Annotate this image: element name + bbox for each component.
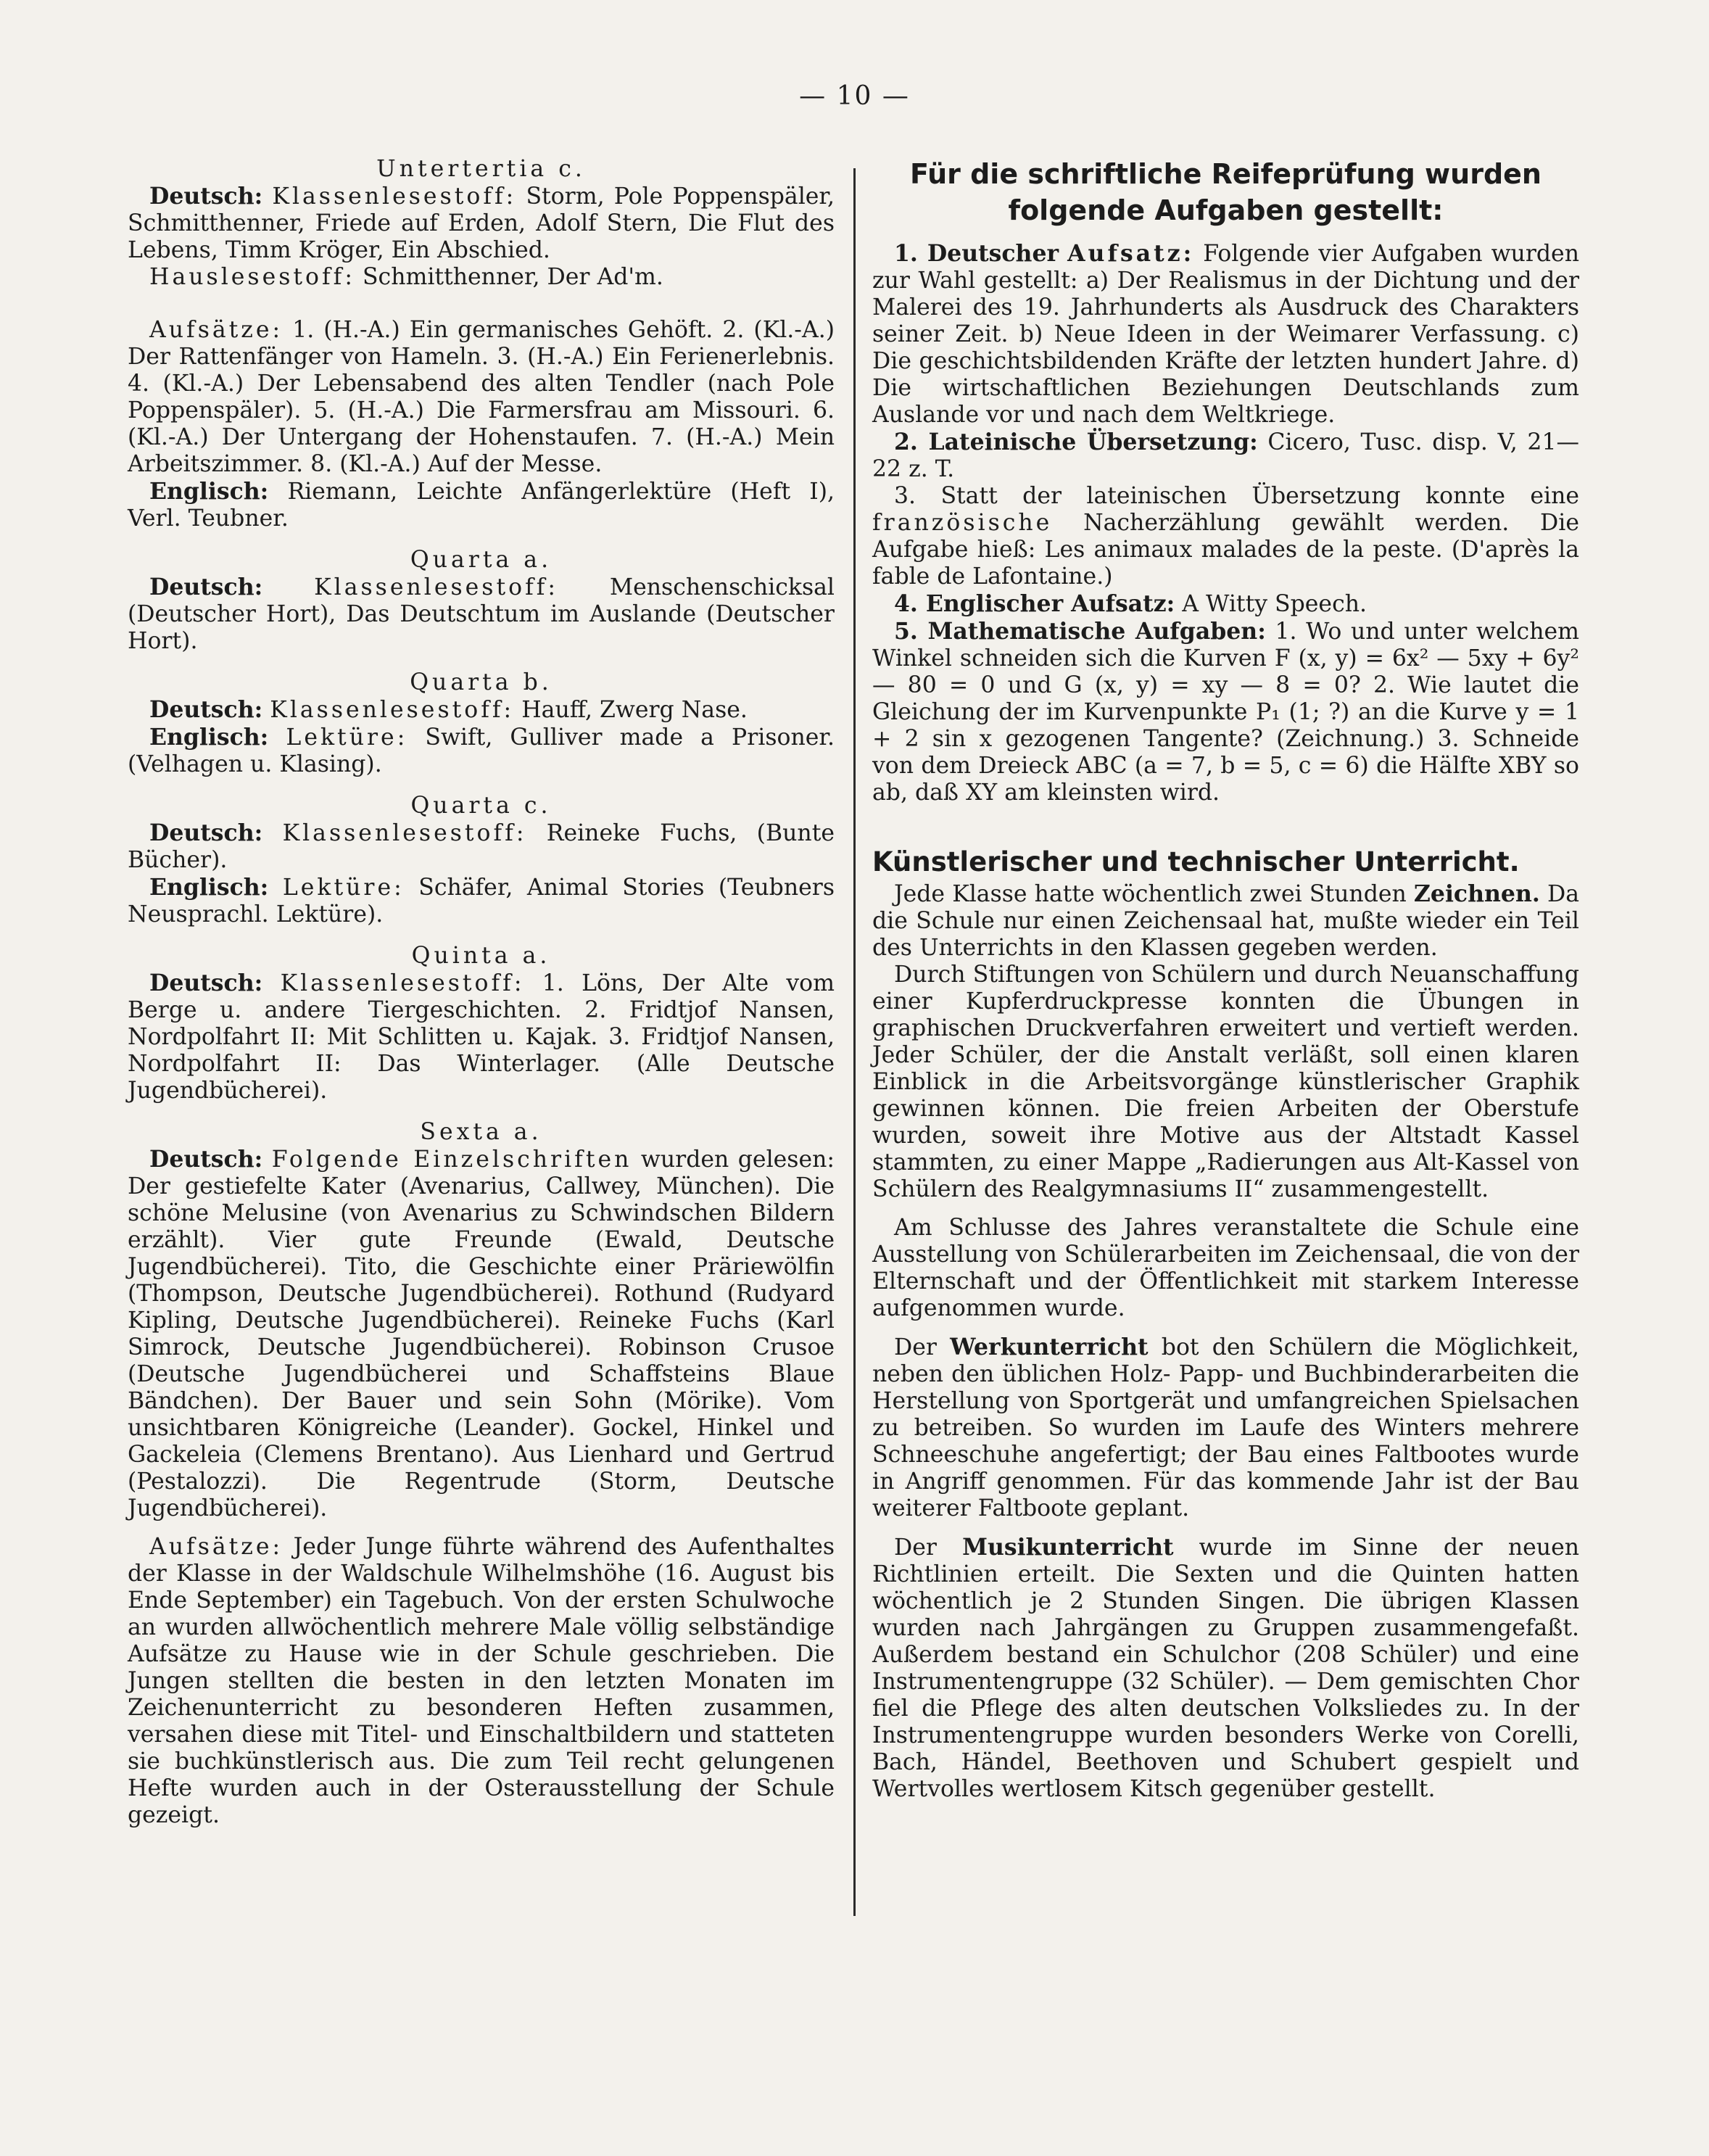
- englisch-label: Englisch:: [149, 724, 269, 751]
- englisch-label: Englisch:: [149, 478, 269, 505]
- left-column: [128, 156, 835, 1829]
- k5-pre: Der: [894, 1535, 937, 1561]
- englisch-label: Englisch:: [149, 874, 269, 901]
- lektuere-label: Lektüre:: [286, 724, 408, 751]
- kunst-paragraph-5: [872, 1534, 1579, 1803]
- quarta-b-reading: [128, 696, 835, 724]
- k1-text: Da die Schule nur einen Zeichensaal hat, mußte wieder ein Teil des Unterrichts in den Klassen gegeben werden.: [872, 881, 1579, 961]
- class-heading-quarta-c: Quarta c.: [410, 793, 552, 819]
- reife-item-3: [872, 483, 1579, 590]
- reifepruefung-heading: Für die schriftliche Reifeprüfung wurden folgende Aufgaben gestellt:: [910, 158, 1542, 226]
- kunst-heading: Künstlerischer und technischer Unterricht.: [872, 846, 1520, 877]
- k5-bold: Musikunterricht: [962, 1534, 1174, 1561]
- item1-text: Folgende vier Aufgaben wurden zur Wahl gestellt: a) Der Realismus in der Dichtung und der Malerei des 19. Jahrhunderts als Ausdruck des Charakters seiner Zeit. b) Neue Ideen in der Weimarer Verfassung. c) Die geschichtsbildenden Kräfte der letzten hundert Jahre. d) Die wirtschaftlichen Beziehungen Deutschlands zum Auslande vor und nach dem Weltkriege.: [872, 241, 1579, 428]
- deutsch-label: Deutsch:: [149, 696, 263, 723]
- k5-text: wurde im Sinne der neuen Richtlinien erteilt. Die Sexten und die Quinten hatten wöchentlich je 2 Stunden Singen. Die übrigen Klassen wurden nach Jahrgängen zu Gruppen zusammengefaßt. Außerdem bestand ein Schulchor (208 Schüler) und eine Instrumentengruppe (32 Schüler). — Dem gemischten Chor fiel die Pflege des alten deutschen Volksliedes zu. In der Instrumentengruppe wurden besonders Werke von Corelli, Bach, Händel, Beethoven und Schubert gespielt und Wertvolles wertlosem Kitsch gegenüber gestellt.: [872, 1535, 1580, 1802]
- k1-pre: Jede Klasse hatte wöchentlich zwei Stunden: [894, 881, 1407, 907]
- item3-spaced: französische: [872, 510, 1053, 536]
- k1-bold: Zeichnen.: [1413, 880, 1540, 907]
- class-heading-quarta-b: Quarta b.: [410, 669, 553, 695]
- deutsch-label: Deutsch:: [149, 970, 263, 996]
- k4-bold: Werkunterricht: [950, 1334, 1149, 1360]
- aufsaetze-text: Jeder Junge führte während des Aufenthaltes der Klasse in der Waldschule Wilhelmshöhe (16. August bis Ende September) ein Tagebuch. Von der ersten Schulwoche an wurden allwöchentlich mehrere Male völlig selbständige Aufsätze zu Hause wie in der Schule geschrieben. Die Jungen stellten die besten in den letzten Monaten im Zeichenunterricht zu besonderen Heften zusammen, versahen diese mit Titel- und Einschaltbildern und statteten sie buchkünstlerisch aus. Die zum Teil recht gelungenen Hefte wurden auch in der Osterausstellung der Schule gezeigt.: [128, 1534, 835, 1828]
- deutsch-label: Deutsch:: [149, 183, 263, 210]
- item5-label: 5. Mathematische Aufgaben:: [894, 618, 1266, 645]
- reife-item-2: [872, 429, 1579, 483]
- class-heading-sexta-a: Sexta a.: [420, 1119, 542, 1145]
- hauslesestoff-text: Schmitthenner, Der Ad'm.: [362, 264, 663, 290]
- quarta-c-englisch: [128, 874, 835, 928]
- kunst-paragraph-1: [872, 880, 1579, 962]
- item4-text: A Witty Speech.: [1182, 591, 1367, 617]
- aufsaetze-label: Aufsätze:: [149, 1534, 284, 1560]
- reife-item-1: [872, 240, 1579, 429]
- englisch-text: Riemann, Leichte Anfängerlektüre (Heft I), Verl. Teubner.: [128, 479, 835, 532]
- kunst-paragraph-3: Am Schlusse des Jahres veranstaltete die Schule eine Ausstellung von Schülerarbeiten im Zeichensaal, die von der Elternschaft und der Öffentlichkeit mit starkem Interesse aufgenommen wurde.: [872, 1215, 1579, 1321]
- einzelschriften-label: Folgende Einzelschriften: [271, 1147, 632, 1173]
- klassenlesestoff-text: 1. Löns, Der Alte vom Berge u. andere Tiergeschichten. 2. Fridtjof Nansen, Nordpolfahrt II: Mit Schlitten u. Kajak. 3. Fridtjof Nansen, Nordpolfahrt II: Das Winterlager. (Alle Deutsche Jugendbücherei).: [128, 970, 835, 1104]
- untertertia-c-aufsaetze: [128, 317, 835, 478]
- column-divider: [853, 168, 856, 1916]
- untertertia-c-reading: [128, 183, 835, 264]
- klassenlesestoff-label: Klassenlesestoff:: [314, 574, 559, 600]
- untertertia-c-hauslesestoff: [128, 264, 835, 291]
- class-heading-untertertia-c: Untertertia c.: [376, 156, 586, 182]
- einzelschriften-text: wurden gelesen: Der gestiefelte Kater (Avenarius, Callwey, München). Die schöne Melusine (von Avenarius zu Schwindschen Bildern erzählt). Vier gute Freunde (Ewald, Deutsche Jugendbücherei). Tito, die Geschichte einer Präriewölfin (Thompson, Deutsche Jugendbücherei). Rothund (Rudyard Kipling, Deutsche Jugendbücherei). Reineke Fuchs (Karl Simrock, Deutsche Jugendbücherei). Robinson Crusoe (Deutsche Jugendbücherei und Schaffsteins Blaue Bändchen). Der Bauer und sein Sohn (Mörike). Vom unsichtbaren Königreiche (Leander). Gockel, Hinkel und Gackeleia (Clemens Brentano). Aus Lienhard und Gertrud (Pestalozzi). Die Regentrude (Storm, Deutsche Jugendbücherei).: [128, 1147, 835, 1521]
- k4-pre: Der: [894, 1334, 937, 1360]
- englisch-text: Swift, Gulliver made a Prisoner. (Velhagen u. Klasing).: [128, 724, 835, 777]
- quinta-a-reading: [128, 970, 835, 1104]
- item1-label-spaced: Aufsatz:: [1067, 240, 1195, 267]
- deutsch-label: Deutsch:: [149, 574, 263, 600]
- lektuere-label: Lektüre:: [282, 875, 405, 901]
- reife-item-4: [872, 590, 1579, 618]
- quarta-c-reading: [128, 819, 835, 874]
- item1-label: 1. Deutscher: [894, 240, 1059, 267]
- klassenlesestoff-label: Klassenlesestoff:: [282, 820, 527, 846]
- klassenlesestoff-text: Reineke Fuchs, (Bunte Bücher).: [128, 820, 835, 873]
- deutsch-label: Deutsch:: [149, 1146, 263, 1173]
- klassenlesestoff-label: Klassenlesestoff:: [280, 970, 525, 996]
- k4-text: bot den Schülern die Möglichkeit, neben den üblichen Holz- Papp- und Buchbinderarbeiten die Herstellung von Sportgerät und umfangreichen Spielsachen zu betreiben. So wurden im Laufe des Winters mehrere Schneeschuhe angefertigt; der Bau eines Faltbootes wurde in Angriff genommen. Für das kommende Jahr ist der Bau weiterer Faltboote geplant.: [872, 1334, 1580, 1521]
- klassenlesestoff-label: Klassenlesestoff:: [272, 183, 517, 210]
- reife-item-5: [872, 618, 1579, 806]
- klassenlesestoff-text: Menschenschicksal (Deutscher Hort), Das Deutschtum im Auslande (Deutscher Hort).: [128, 574, 835, 654]
- englisch-text: Schäfer, Animal Stories (Teubners Neusprachl. Lektüre).: [128, 875, 835, 928]
- untertertia-c-englisch: [128, 478, 835, 532]
- page-number: — 10 —: [799, 81, 910, 111]
- item2-text: Cicero, Tusc. disp. V, 21—22 z. T.: [872, 429, 1580, 482]
- klassenlesestoff-label: Klassenlesestoff:: [270, 697, 515, 723]
- klassenlesestoff-text: Hauff, Zwerg Nase.: [521, 697, 748, 723]
- right-column: [872, 156, 1579, 1803]
- klassenlesestoff-text: Storm, Pole Poppenspäler, Schmitthenner, Friede auf Erden, Adolf Stern, Die Flut des Lebens, Timm Kröger, Ein Abschied.: [128, 183, 835, 263]
- sexta-a-reading: [128, 1146, 835, 1522]
- item5-text: 1. Wo und unter welchem Winkel schneiden sich die Kurven F (x, y) = 6x² — 5xy + 6y² — 80 = 0 und G (x, y) = xy — 8 = 0? 2. Wie lautet die Gleichung der im Kurvenpunkte P₁ (1; ?) an die Kurve y = 1 + 2 sin x gezogenen Tangente? (Zeichnung.) 3. Schneide von dem Dreieck ABC (a = 7, b = 5, c = 6) die Hälfte XBY so ab, daß XY am kleinsten wird.: [872, 619, 1579, 806]
- sexta-a-aufsaetze: [128, 1534, 835, 1829]
- kunst-paragraph-2: Durch Stiftungen von Schülern und durch Neuanschaffung einer Kupferdruckpresse konnten die Übungen in graphischen Druckverfahren erweitert und vertieft werden. Jeder Schüler, der die Anstalt verläßt, soll einen klaren Einblick in die Arbeitsvorgänge künstlerischer Graphik gewinnen können. Die freien Arbeiten der Oberstufe wurden, soweit ihre Motive aus der Altstadt Kassel stammten, zu einer Mappe „Radierungen aus Alt-Kassel von Schülern des Realgymnasiums II“ zusammengestellt.: [872, 962, 1579, 1202]
- quarta-a-reading: [128, 574, 835, 655]
- deutsch-label: Deutsch:: [149, 819, 263, 846]
- aufsaetze-text: 1. (H.-A.) Ein germanisches Gehöft. 2. (Kl.-A.) Der Rattenfänger von Hameln. 3. (H.-A.) Ein Ferienerlebnis. 4. (Kl.-A.) Der Lebensabend des alten Tendler (nach Pole Poppenspäler). 5. (H.-A.) Die Farmersfrau am Missouri. 6. (Kl.-A.) Der Untergang der Hohenstaufen. 7. (H.-A.) Mein Arbeitszimmer. 8. (Kl.-A.) Auf der Messe.: [128, 317, 835, 477]
- class-heading-quinta-a: Quinta a.: [411, 943, 551, 969]
- item2-label: 2. Lateinische Übersetzung:: [894, 429, 1258, 455]
- aufsaetze-label: Aufsätze:: [149, 317, 284, 343]
- item3-text: Nacherzählung gewählt werden. Die Aufgabe hieß: Les animaux malades de la peste. (D'après la fable de Lafontaine.): [872, 510, 1580, 590]
- hauslesestoff-label: Hauslesestoff:: [149, 264, 355, 290]
- item4-label: 4. Englischer Aufsatz:: [894, 590, 1175, 617]
- kunst-paragraph-4: [872, 1334, 1579, 1522]
- quarta-b-englisch: [128, 724, 835, 778]
- class-heading-quarta-a: Quarta a.: [410, 547, 553, 573]
- item3-pre: 3. Statt der lateinischen Übersetzung konnte eine: [894, 483, 1579, 509]
